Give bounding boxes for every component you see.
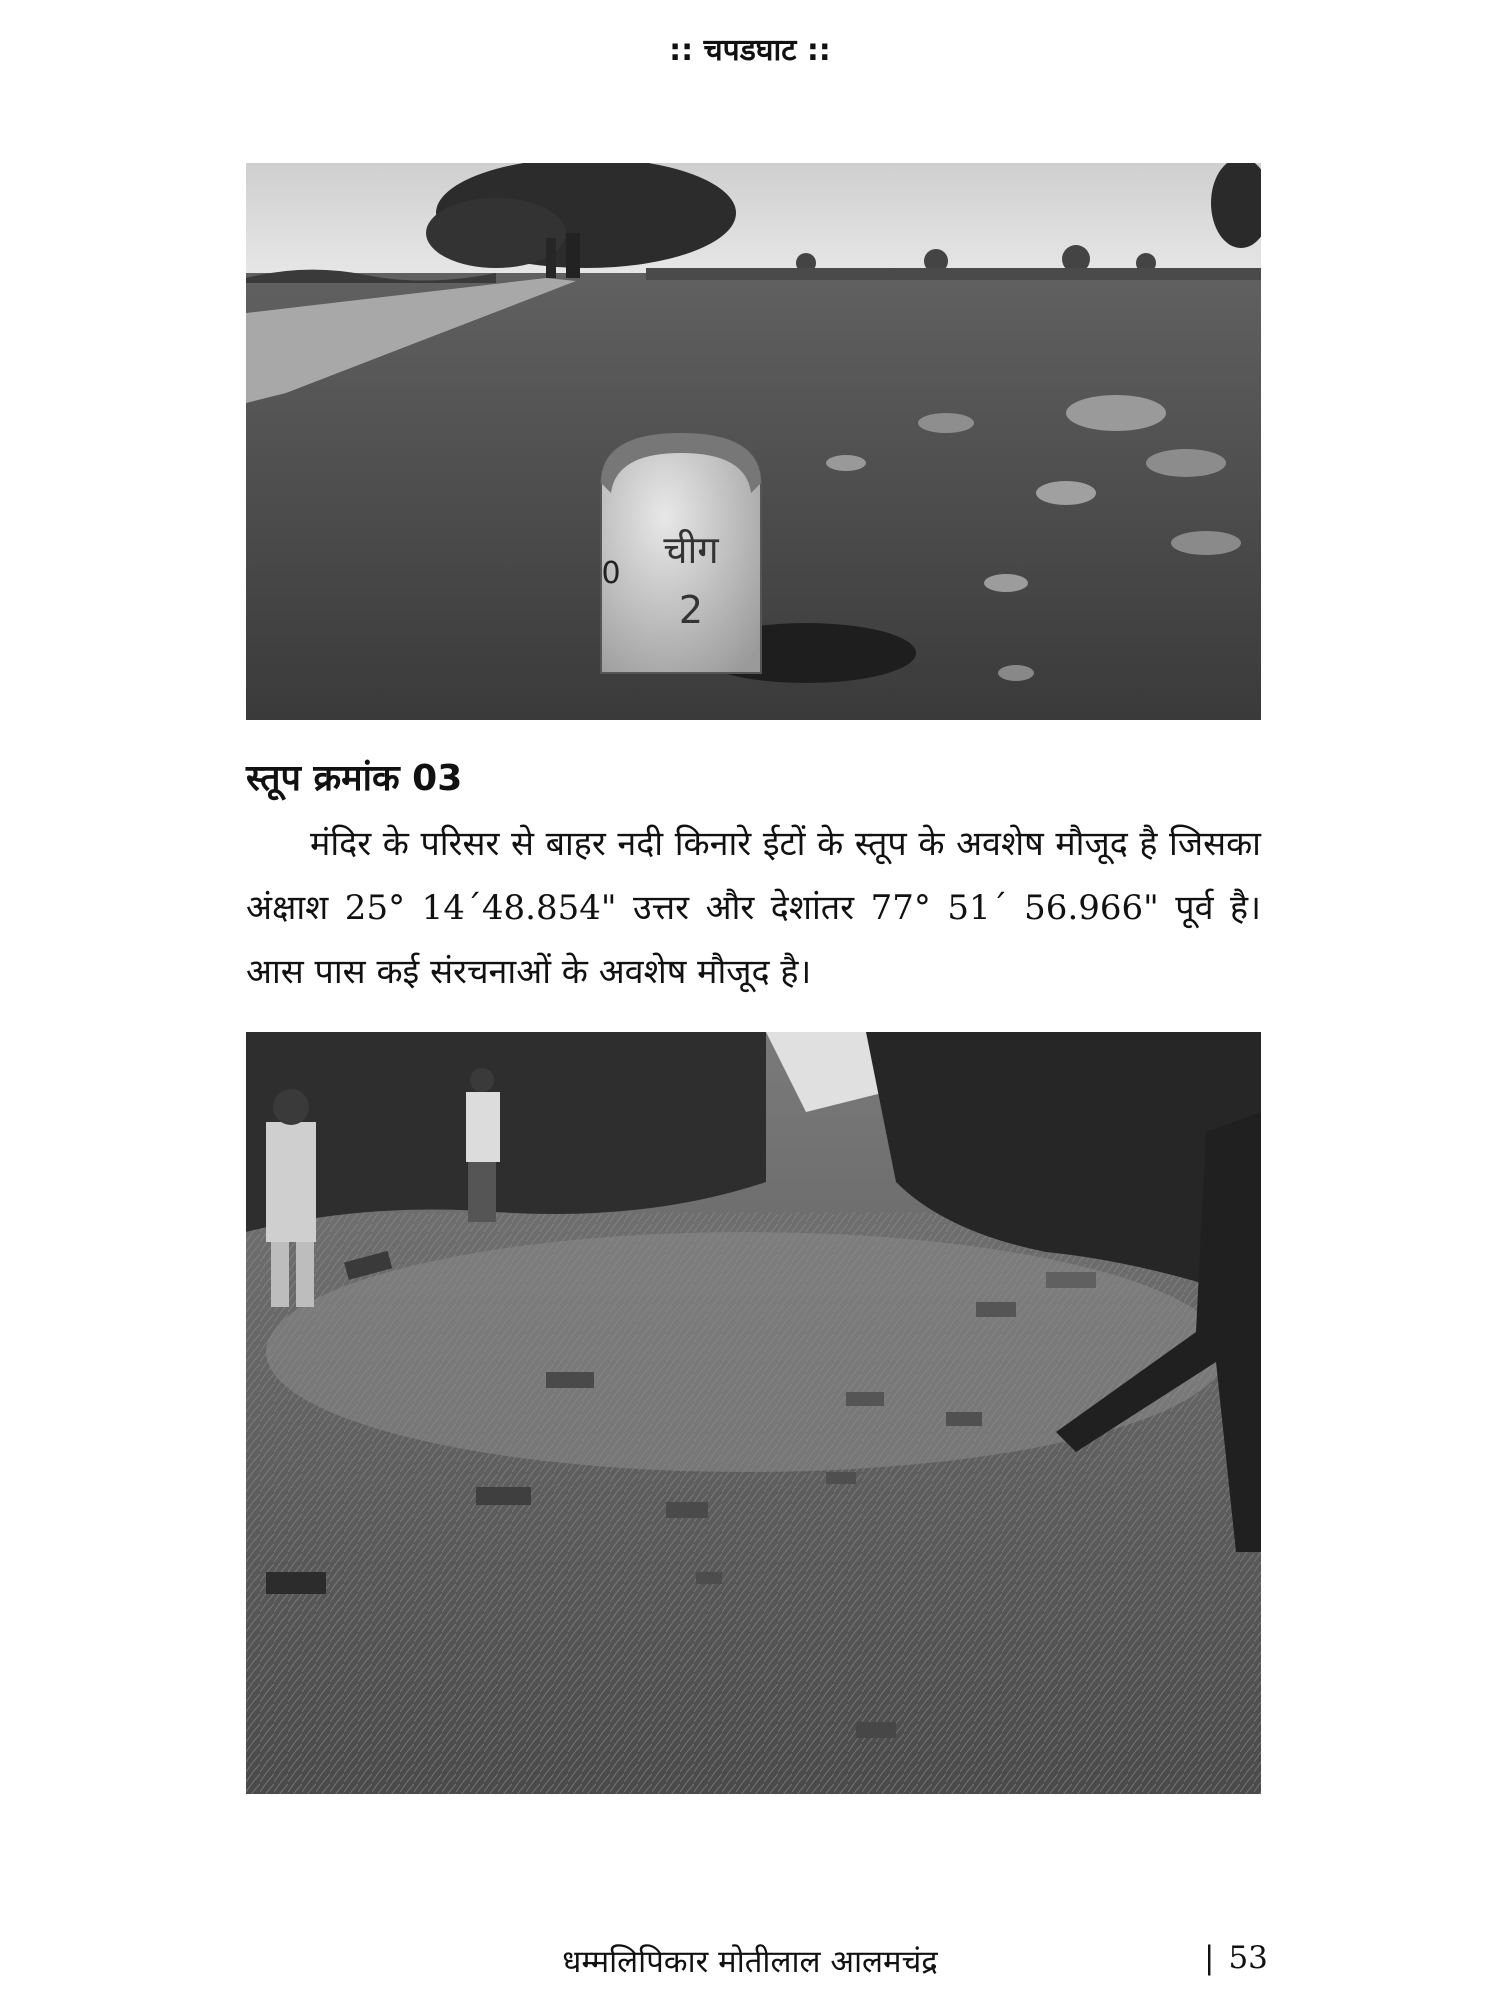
photo-milestone-image [246,163,1261,720]
footer-separator: | [1204,1940,1215,1976]
page-number: 53 [1228,1940,1268,1976]
running-head: :: चपडघाट :: [669,33,831,68]
section-heading: स्तूप क्रमांक 03 [246,758,463,799]
photo-milestone [246,163,1261,720]
milestone-text-bottom: 2 [678,588,704,632]
footer-book-title: धम्मलिपिकार मोतीलाल आलमचंद्र [562,1944,938,1980]
footer-page-number-area [1204,1940,1268,1976]
milestone-side-text: 0 [601,556,621,591]
milestone-text-top: चीग [663,528,719,572]
body-paragraph: मंदिर के परिसर से बाहर नदी किनारे ईटों के स्तूप के अवशेष मौजूद है जिसका अंक्षाश 25° 14´48.854" उत्तर और देशांतर 77° 51´ 56.966" पूर्व है। आस पास कई संरचनाओं के अवशेष मौजूद है। [246,824,1261,992]
photo-stupa-remains-image [246,1032,1261,1794]
photo-stupa-remains [246,1032,1261,1794]
